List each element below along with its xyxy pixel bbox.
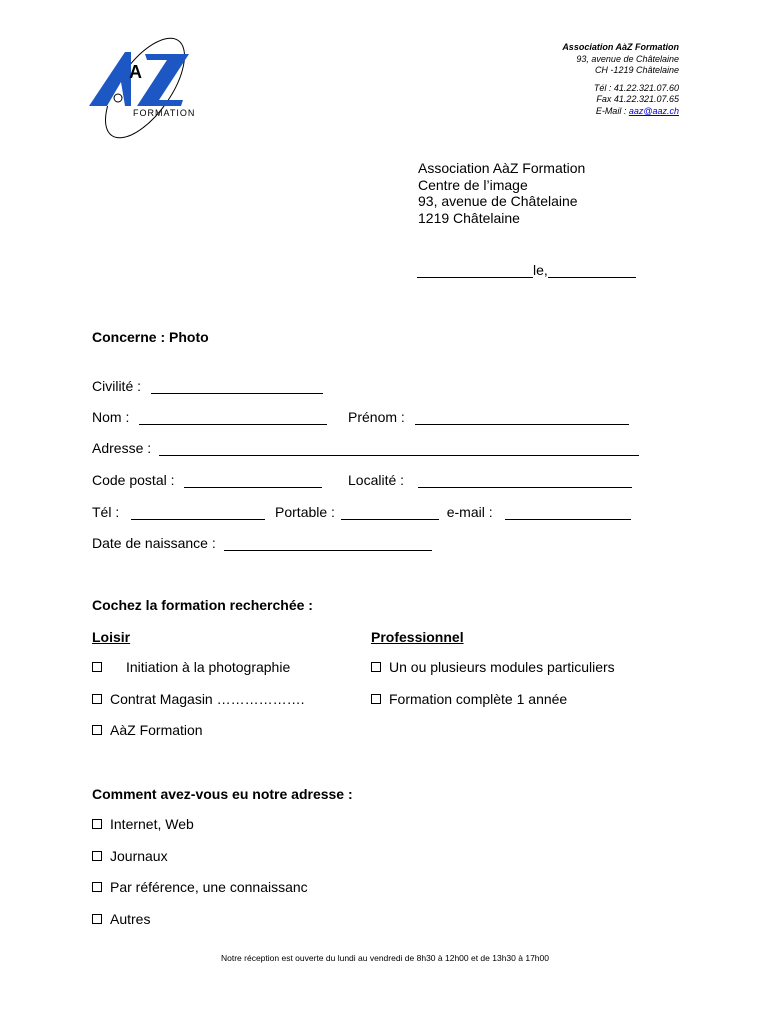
naissance-field[interactable] — [224, 536, 432, 551]
footer-hours: Notre réception est ouverte du lundi au vendredi de 8h30 à 12h00 et de 13h30 à 17h00 — [221, 953, 549, 963]
pro-title: Professionnel — [371, 629, 464, 645]
checkbox[interactable] — [92, 694, 102, 704]
source-option-autres[interactable] — [92, 911, 150, 927]
code-postal-label: Code postal : — [92, 472, 175, 488]
loisir-option-label: Contrat Magasin ………………. — [110, 691, 305, 707]
checkbox[interactable] — [371, 694, 381, 704]
portable-label: Portable : — [275, 504, 335, 520]
civilite-field[interactable] — [151, 379, 323, 394]
subject: Concerne : Photo — [92, 329, 209, 345]
loisir-option-label: Initiation à la photographie — [126, 659, 291, 675]
email-label: e-mail : — [446, 504, 493, 520]
checkbox[interactable] — [92, 819, 102, 829]
source-option-journaux[interactable] — [92, 848, 168, 864]
date-line-le: le, — [533, 262, 548, 278]
adresse-label: Adresse : — [92, 440, 152, 456]
nom-label: Nom : — [92, 409, 130, 425]
source-option-label: Autres — [110, 911, 151, 927]
nom-row — [92, 409, 327, 425]
header-fax: Fax 41.22.321.07.65 — [596, 94, 679, 105]
naissance-row — [92, 535, 432, 551]
prenom-row — [348, 409, 629, 425]
loisir-option-initiation[interactable] — [92, 659, 290, 675]
checkbox[interactable] — [92, 725, 102, 735]
civilite-row — [92, 378, 323, 394]
prenom-field[interactable] — [415, 410, 629, 425]
loisir-option-label: AàZ Formation — [110, 722, 203, 738]
recipient-address — [418, 160, 585, 226]
localite-row — [348, 472, 632, 488]
pro-option-label: Un ou plusieurs modules particuliers — [389, 659, 615, 675]
code-postal-field[interactable] — [184, 473, 322, 488]
checkbox[interactable] — [92, 662, 102, 672]
aaz-logo — [85, 30, 205, 145]
pro-option-modules[interactable] — [371, 659, 615, 675]
recipient-line2: Centre de l’image — [418, 176, 528, 193]
checkbox[interactable] — [92, 914, 102, 924]
logo-wordmark: FORMATION — [133, 108, 196, 118]
pro-option-label: Formation complète 1 année — [389, 691, 568, 707]
localite-label: Localité : — [348, 472, 405, 488]
checkbox[interactable] — [92, 882, 102, 892]
tel-field[interactable] — [131, 505, 265, 520]
email-field[interactable] — [505, 505, 631, 520]
recipient-line1: Association AàZ Formation — [418, 160, 586, 176]
civilite-label: Civilité : — [92, 378, 142, 394]
naissance-label: Date de naissance : — [92, 535, 216, 551]
loisir-option-magasin[interactable] — [92, 691, 305, 707]
date-line — [417, 262, 636, 278]
checkbox[interactable] — [92, 851, 102, 861]
pro-option-complete[interactable] — [371, 691, 567, 707]
loisir-title: Loisir — [92, 629, 131, 645]
tel-row — [92, 504, 631, 520]
checkbox[interactable] — [371, 662, 381, 672]
adresse-row — [92, 440, 639, 456]
sender-header — [562, 42, 679, 118]
header-org: Association AàZ Formation — [562, 42, 679, 52]
localite-field[interactable] — [418, 473, 632, 488]
header-tel: Tél : 41.22.321.07.60 — [593, 82, 679, 93]
source-option-internet[interactable] — [92, 816, 194, 832]
date-blank[interactable] — [548, 263, 636, 278]
header-email-row — [562, 106, 679, 118]
tel-label: Tél : — [92, 504, 120, 520]
recipient-line4: 1219 Châtelaine — [418, 209, 520, 226]
loisir-option-aaz[interactable] — [92, 722, 203, 738]
portable-field[interactable] — [341, 505, 439, 520]
source-option-label: Internet, Web — [110, 816, 194, 832]
svg-text:A: A — [129, 62, 142, 82]
nom-field[interactable] — [139, 410, 327, 425]
header-email-label: E-Mail : — [595, 105, 629, 116]
prenom-label: Prénom : — [348, 409, 405, 425]
header-city: CH -1219 Châtelaine — [594, 65, 679, 76]
source-option-reference[interactable] — [92, 879, 308, 895]
adresse-field[interactable] — [159, 441, 639, 456]
source-heading: Comment avez-vous eu notre adresse : — [92, 786, 353, 802]
source-option-label: Par référence, une connaissanc — [110, 879, 308, 895]
place-blank[interactable] — [417, 263, 533, 278]
formation-heading: Cochez la formation recherchée : — [92, 597, 313, 613]
code-postal-row — [92, 472, 322, 488]
recipient-line3: 93, avenue de Châtelaine — [418, 193, 578, 209]
header-street: 93, avenue de Châtelaine — [576, 53, 679, 64]
source-option-label: Journaux — [110, 848, 168, 864]
header-email-link[interactable]: aaz@aaz.ch — [628, 105, 679, 116]
